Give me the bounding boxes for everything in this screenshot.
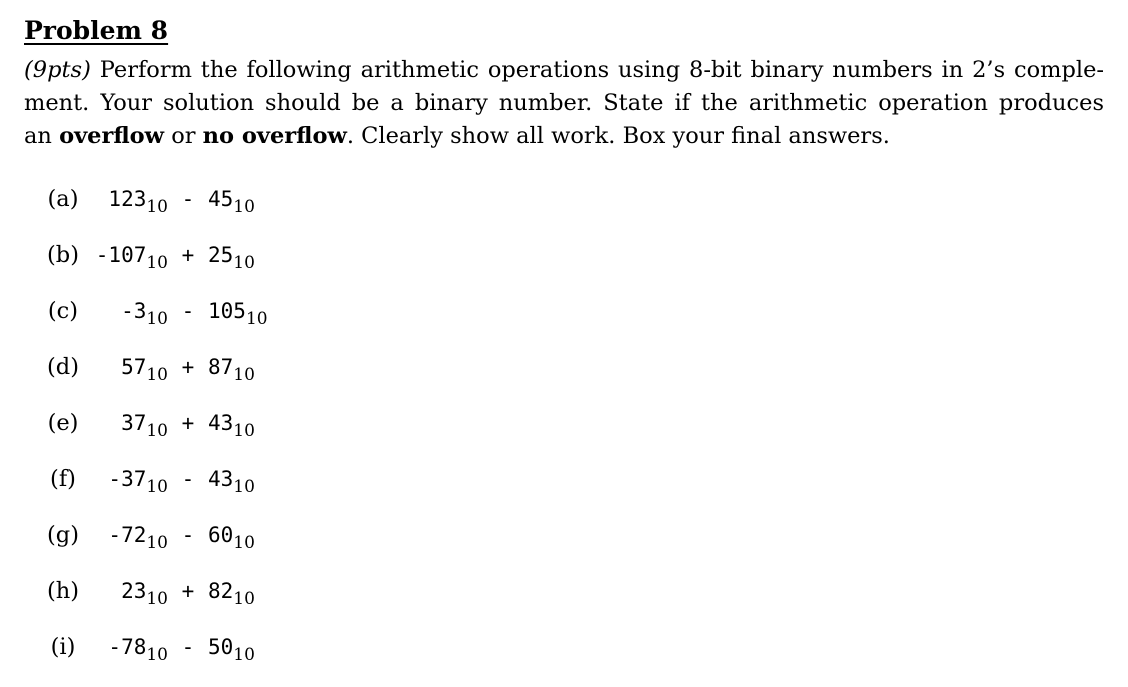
operand-1-base: 10 [146,365,168,385]
operation-e [0,406,420,440]
operand-2 [208,238,255,274]
operand-2-value: 82 [208,579,234,603]
overflow-term: overflow [59,123,165,149]
operand-1 [121,350,168,386]
operand-1-value: -72 [108,523,147,547]
operation-label: (e) [47,410,79,436]
operation-label: (a) [47,186,79,212]
operation-g [0,518,420,552]
operation-b [0,238,420,272]
operand-1-value: -78 [108,635,147,659]
operator: - [181,467,195,491]
operand-1-base: 10 [146,309,168,329]
operand-1-base: 10 [146,253,168,273]
operand-2-value: 50 [208,635,234,659]
operand-1-base: 10 [146,477,168,497]
statement-line-2: ment. Your solution should be a binary number. State if the arithmetic operation produces [24,90,1104,116]
statement-line-3-end: . Clearly show all work. Box your final answers. [346,123,890,149]
operand-2 [208,350,255,386]
operand-2 [208,462,255,498]
operand-1-value: 37 [121,411,147,435]
operand-2-base: 10 [233,197,255,217]
operation-label: (g) [47,522,79,548]
operand-2-value: 45 [208,187,234,211]
operator: - [181,635,195,659]
operand-1-base: 10 [146,533,168,553]
operation-i [0,630,420,664]
operation-f [0,462,420,496]
operand-1 [108,630,168,666]
statement-line-3-start: an [24,123,60,149]
points-label: (9pts) [24,57,91,83]
operand-2-base: 10 [233,589,255,609]
operator: + [181,355,195,379]
statement-line-1-text: Perform the following arithmetic operations using 8-bit binary numbers in 2’s comple- [90,57,1104,83]
operation-label: (c) [47,298,79,324]
operand-2-base: 10 [233,365,255,385]
operand-1-base: 10 [146,421,168,441]
operand-2 [208,574,255,610]
operand-2 [208,630,255,666]
operand-1-base: 10 [146,197,168,217]
operation-d [0,350,420,384]
operation-label: (i) [50,634,76,660]
operand-2-value: 43 [208,467,234,491]
operation-label: (b) [47,242,79,268]
operand-1 [121,294,168,330]
operator: - [181,299,195,323]
operand-2-value: 87 [208,355,234,379]
operand-1-value: 123 [108,187,147,211]
operator: + [181,243,195,267]
operand-2-base: 10 [233,421,255,441]
operation-label: (f) [50,466,76,492]
operand-2-base: 10 [245,309,268,329]
operand-1-value: -107 [95,243,147,267]
operation-label: (d) [47,354,79,380]
operand-1-value: -3 [121,299,147,323]
operand-2-value: 43 [208,411,234,435]
operation-h [0,574,420,608]
operand-2-value: 25 [208,243,234,267]
statement-line-3-mid: or [164,123,203,149]
operation-label: (h) [46,578,80,604]
operand-2-base: 10 [233,645,255,665]
operand-2-value: 105 [208,299,246,323]
problem-title: Problem 8 [24,16,169,45]
no-overflow-term: no overflow [202,123,347,149]
operator: - [181,187,195,211]
operator: + [181,579,195,603]
operand-2-value: 60 [208,523,234,547]
operand-1 [108,182,168,218]
operator: + [181,411,195,435]
operand-1 [108,518,168,554]
operand-2-base: 10 [233,533,255,553]
operand-2 [208,518,255,554]
operand-1-value: -37 [108,467,147,491]
operand-1 [96,238,168,274]
operand-1-value: 23 [121,579,147,603]
operand-2 [208,294,268,330]
operation-c [0,294,420,328]
operand-1 [108,462,168,498]
operand-1-value: 57 [121,355,147,379]
operand-1-base: 10 [146,589,168,609]
operand-1 [121,406,168,442]
operand-2 [208,182,255,218]
operand-2-base: 10 [233,253,255,273]
operand-2 [208,406,255,442]
operand-2-base: 10 [233,477,255,497]
operation-a [0,182,420,216]
operator: - [181,523,195,547]
operand-1-base: 10 [146,645,168,665]
operand-1 [121,574,168,610]
